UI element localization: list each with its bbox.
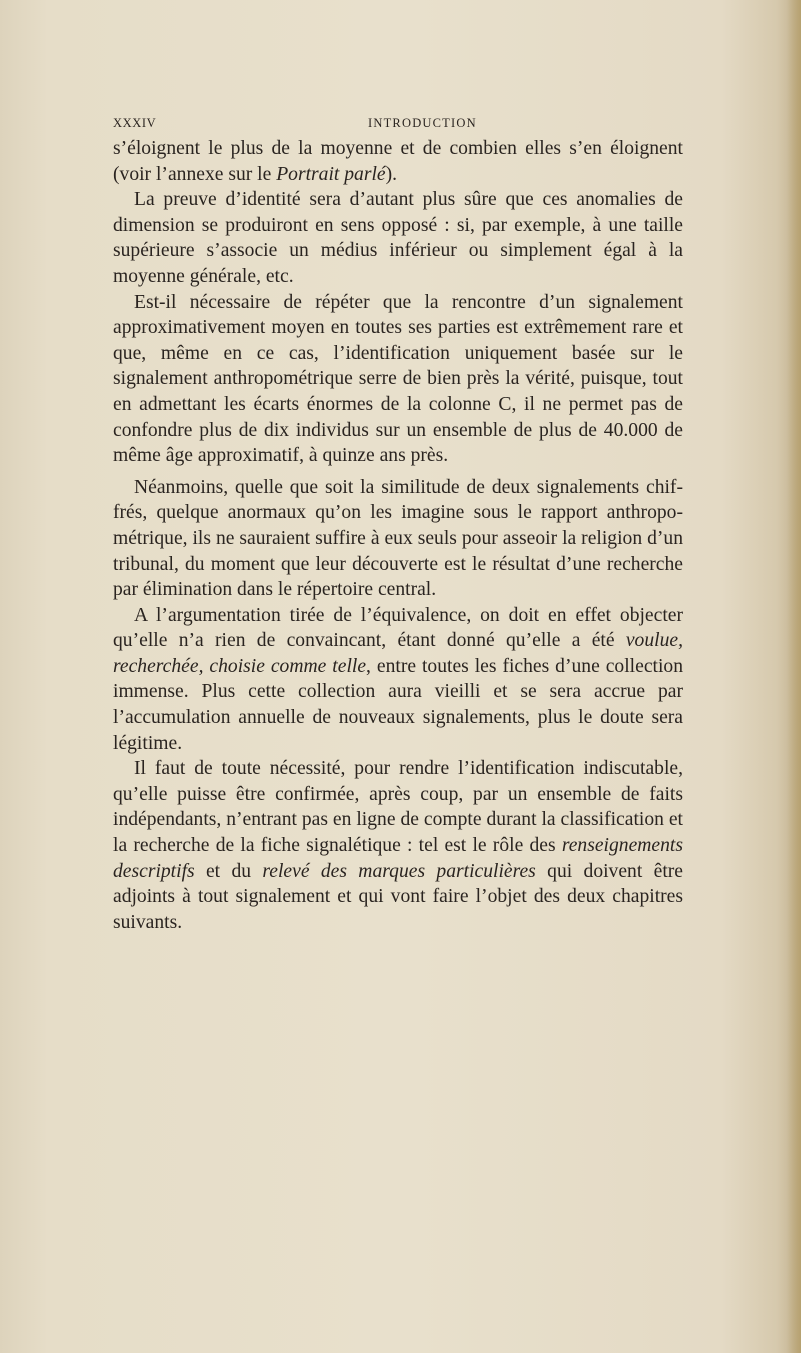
paragraph-6 (113, 756, 683, 935)
portrait-parle-title: Portrait parlé (276, 163, 386, 185)
paragraph-6-text: Il faut de toute nécessité, pour rendre l’identification indiscutable, qu’elle puisse être confirmée, après coup, par un ensemble de faits indépendants, n’entrant pas en ligne de compte durant la classification et la recherche de la fiche signalétique : tel est le rôle des (113, 758, 683, 857)
paragraph-1 (113, 136, 683, 187)
paragraph-6-italic-1: renseignements descriptifs (113, 835, 683, 882)
paragraph-4: Néanmoins, quelle que soit la similitude de deux signalements chiffrés, quelque anormaux qu’on les imagine sous le rapport anthropométrique, ils ne sauraient suffire à eux seuls pour asseoir la religion d’un tribunal, du moment que leur découverte est le résultat d’une recherche par élimination dans le répertoire central. (113, 476, 683, 601)
paragraph-5-italic: voulue, recherchée, choisie comme telle (113, 630, 683, 677)
paragraph-1-end: ). (385, 163, 398, 185)
paragraph-5 (113, 603, 683, 757)
paragraph-5-end: , entre toutes les fiches d’une collection immense. Plus cette collection aura vieilli et se sera accrue par l’accumulation annuelle de nouveaux signalements, plus le doute sera légitime. (113, 655, 683, 754)
paragraph-6-italic-2: relevé des marques particulières (262, 860, 536, 882)
paragraph-1-text: s’éloignent le plus de la moyenne et de combien elles s’en éloignent (voir l’annexe sur le (113, 138, 683, 185)
paragraph-5-text: A l’argumentation tirée de l’équivalence, on doit en effet objecter qu’elle n’a rien de convaincant, étant donné qu’elle a été (113, 604, 683, 652)
body-text (113, 136, 683, 935)
paragraph-3: Est-il nécessaire de répéter que la rencontre d’un signalement approximativement moyen en toutes ses parties est extrêmement rare et que, même en ce cas, l’identification uniquement basée sur le signalement anthropométrique serre de bien près la vérité, puisque, tout en admettant les écarts énormes de la colonne C, il ne permet pas de confondre plus de dix individus sur un ensemble de plus de 40.000 de même âge approximatif, à quinze ans près. (113, 291, 683, 467)
paragraph-2: La preuve d’identité sera d’autant plus sûre que ces anomalies de dimension se produiront en sens opposé : si, par exemple, à une taille supérieure s’associe un médius inférieur ou simplement égal à la moyenne générale, etc. (113, 189, 683, 287)
page-folio: XXXIV (113, 116, 157, 130)
running-title: INTRODUCTION (368, 116, 477, 130)
page-edge-shadow (787, 0, 801, 1353)
paragraph-6-mid: et du (194, 860, 263, 882)
paragraph-6-end: qui doivent être adjoints à tout signalement et qui vont faire l’objet des deux chapitres suivants. (113, 860, 683, 933)
running-header (113, 116, 683, 132)
